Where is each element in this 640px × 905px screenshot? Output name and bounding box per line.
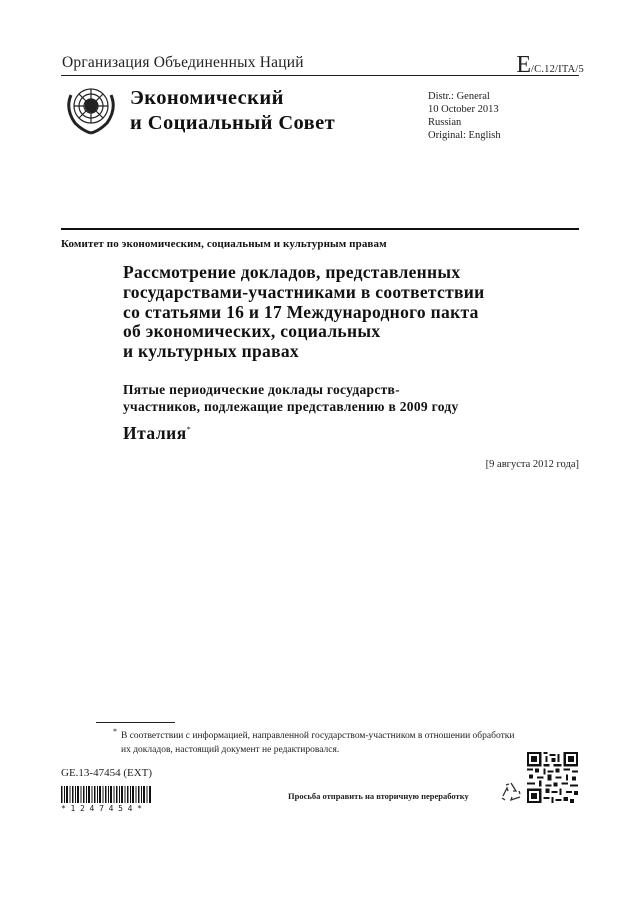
footnote-reference[interactable]: * — [186, 425, 192, 435]
title-line: со статьями 16 и 17 Международного пакта — [123, 301, 479, 322]
organization-name: Организация Объединенных Наций — [62, 54, 304, 71]
title-line: об экономических, социальных — [123, 321, 381, 342]
title-line: Рассмотрение докладов, представленных — [123, 262, 461, 282]
title-line: и культурных правах — [123, 341, 299, 362]
date-line: 10 October 2013 — [428, 104, 499, 115]
un-emblem-icon — [63, 81, 119, 137]
title-line: государствами-участниками в соответствии — [123, 281, 485, 302]
main-title — [123, 263, 485, 362]
committee-name: Комитет по экономическим, социальным и культурным правам — [61, 238, 387, 250]
country-name: Италия — [123, 423, 187, 443]
footnote-text: В соответствии с информацией, направленной государством-участником в отношении обработки их докладов, настоящий документ не редактировался. — [121, 731, 515, 755]
country-heading — [123, 423, 191, 444]
subtitle-line: Пятые периодические доклады государств- — [123, 382, 400, 397]
distribution-line: Distr.: General — [428, 91, 490, 102]
footnote-mark: * — [113, 727, 117, 736]
subtitle — [123, 381, 459, 415]
recycle-text: Просьба отправить на вторичную переработку — [288, 791, 469, 801]
document-id: GE.13-47454 (EXT) — [61, 767, 153, 779]
report-date: [9 августа 2012 года] — [485, 459, 579, 470]
language-line: Russian — [428, 117, 462, 128]
section-rule — [61, 228, 579, 230]
council-line-2: и Социальный Совет — [130, 112, 336, 134]
barcode-digits: *1247454* — [61, 804, 147, 813]
council-line-1: Экономический — [130, 87, 284, 109]
header-rule — [61, 75, 579, 76]
symbol-letter: E — [516, 52, 532, 78]
original-language-line: Original: English — [428, 130, 501, 141]
council-title — [130, 86, 335, 136]
subtitle-line: участников, подлежащие представлению в 2009 году — [123, 399, 459, 414]
recycle-icon — [500, 781, 522, 803]
qr-code-icon — [527, 752, 578, 803]
footnote-rule — [96, 722, 175, 723]
symbol-code: /C.12/ITA/5 — [531, 64, 584, 75]
distribution-block — [428, 90, 501, 142]
barcode-icon — [61, 786, 151, 803]
